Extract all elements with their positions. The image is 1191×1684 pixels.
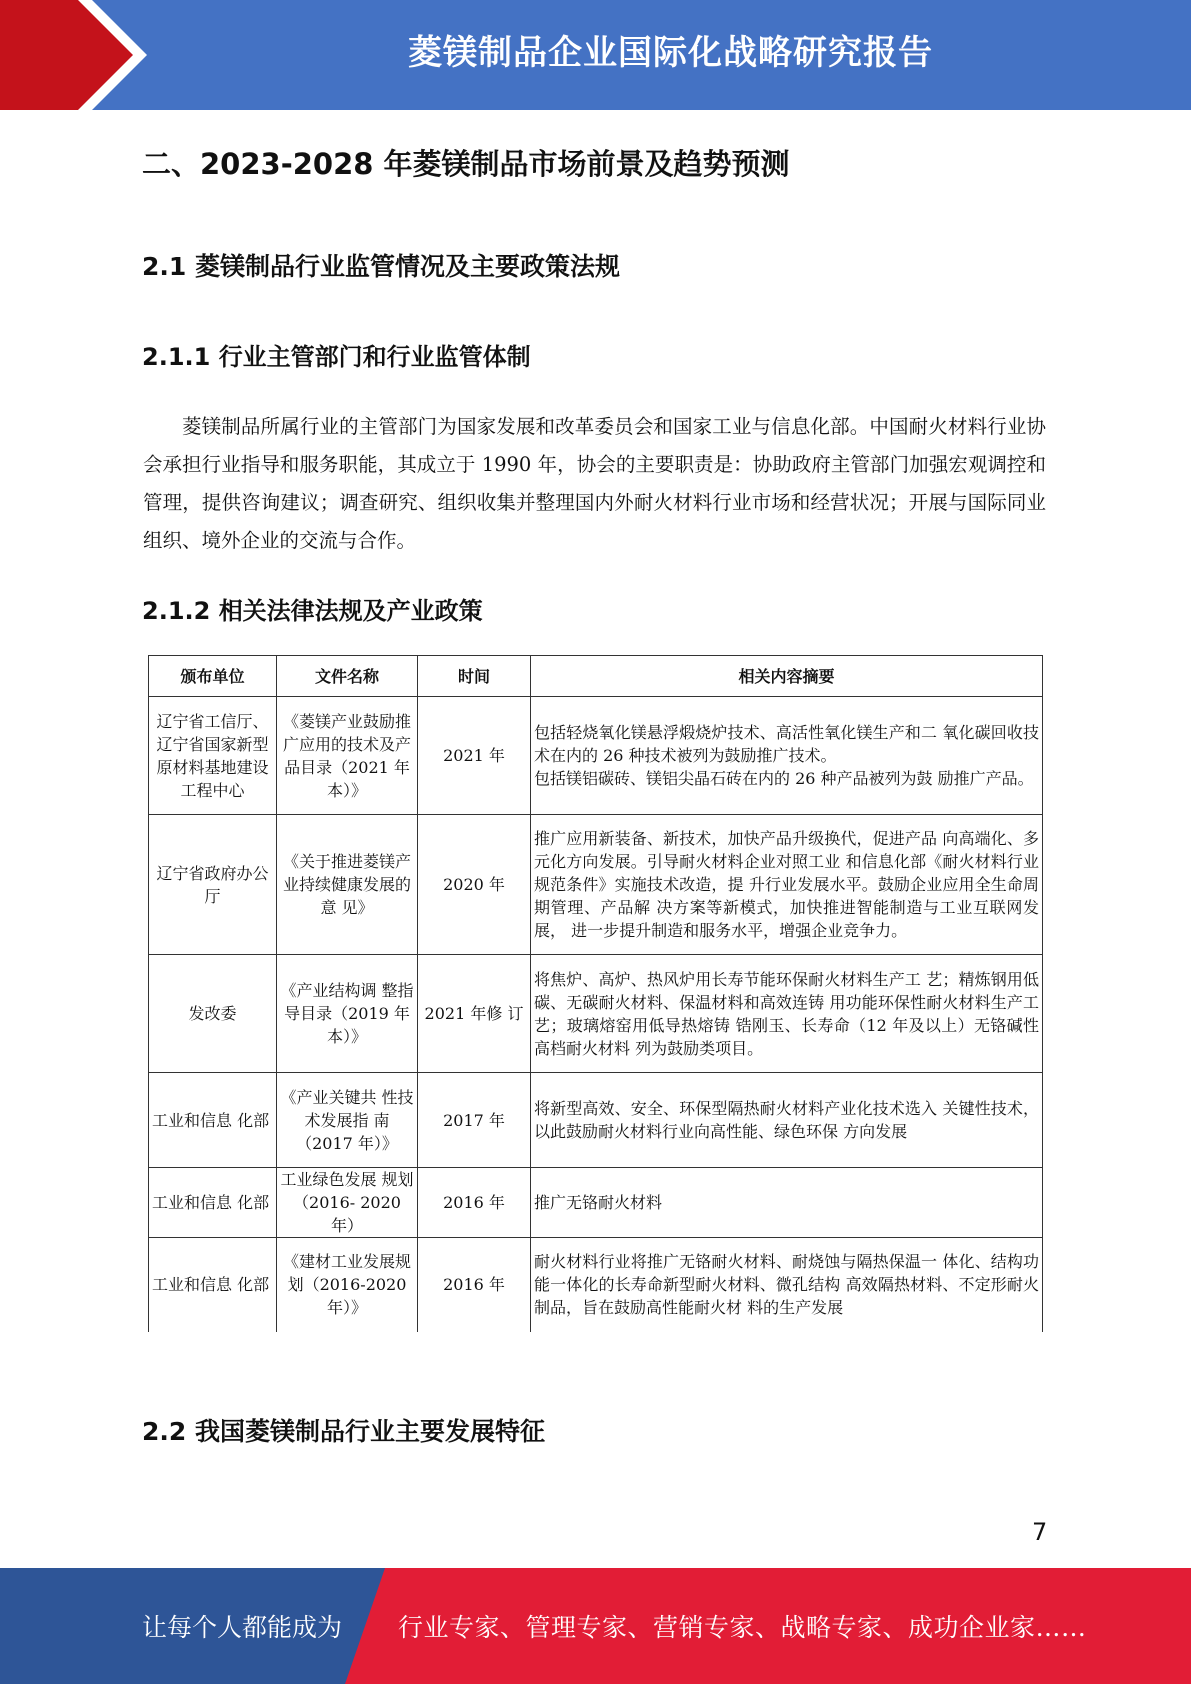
summary-cell: 推广无铬耐火材料 xyxy=(531,1168,1043,1238)
document-cell: 《产业结构调 整指导目录（2019 年本）》 xyxy=(277,955,418,1073)
summary-cell: 将焦炉、高炉、热风炉用长寿节能环保耐火材料生产工 艺；精炼钢用低碳、无碳耐火材料、保温材料和高效连铸 用功能环保性耐火材料生产工艺；玻璃熔窑用低导热熔铸 锆刚玉、长寿命（12 年及以上）无铬碱性高档耐火材料 列为鼓励类项目。 xyxy=(531,955,1043,1073)
chapter-title: 二、2023-2028 年菱镁制品市场前景及趋势预测 xyxy=(142,147,790,181)
issuer-cell: 工业和信息 化部 xyxy=(149,1073,277,1168)
issuer-cell: 辽宁省工信厅、辽宁省国家新型原材料基地建设工程中心 xyxy=(149,697,277,815)
issuer-cell: 工业和信息 化部 xyxy=(149,1238,277,1332)
report-title: 菱镁制品企业国际化战略研究报告 xyxy=(408,33,933,73)
section-2-2-title: 2.2 我国菱镁制品行业主要发展特征 xyxy=(142,1417,545,1446)
column-header: 时间 xyxy=(418,656,531,697)
column-header: 相关内容摘要 xyxy=(531,656,1043,697)
summary-cell: 推广应用新装备、新技术，加快产品升级换代，促进产品 向高端化、多元化方向发展。引导耐火材料企业对照工业 和信息化部《耐火材料行业规范条件》实施技术改造，提 升行业发展水平。鼓励企业应用全生命周期管理、产品解 决方案等新模式，加快推进智能制造与工业互联网发展， 进一步提升制造和服务水平，增强企业竞争力。 xyxy=(531,815,1043,955)
table-row xyxy=(149,955,1043,1073)
document-cell: 《产业关键共 性技术发展指 南（2017 年）》 xyxy=(277,1073,418,1168)
time-cell: 2021 年 xyxy=(418,697,531,815)
issuer-cell: 发改委 xyxy=(149,955,277,1073)
time-cell: 2016 年 xyxy=(418,1238,531,1332)
table-row xyxy=(149,697,1043,815)
table-header-row xyxy=(149,656,1043,697)
document-cell: 工业绿色发展 规划（2016- 2020 年） xyxy=(277,1168,418,1238)
column-header: 文件名称 xyxy=(277,656,418,697)
issuer-cell: 辽宁省政府办公厅 xyxy=(149,815,277,955)
summary-line: 包括轻烧氧化镁悬浮煅烧炉技术、高活性氧化镁生产和二 氧化碳回收技术在内的 26 种技术被列为鼓励推广技术。 xyxy=(534,723,1039,765)
section-2-1-2-title: 2.1.2 相关法律法规及产业政策 xyxy=(142,597,483,625)
table-row xyxy=(149,1073,1043,1168)
section-2-1-1-title: 2.1.1 行业主管部门和行业监管体制 xyxy=(142,343,531,371)
time-cell: 2016 年 xyxy=(418,1168,531,1238)
policy-table xyxy=(148,655,1043,1332)
summary-cell: 耐火材料行业将推广无铬耐火材料、耐烧蚀与隔热保温一 体化、结构功能一体化的长寿命新型耐火材料、微孔结构 高效隔热材料、不定形耐火制品，旨在鼓励高性能耐火材 料的生产发展 xyxy=(531,1238,1043,1332)
body-paragraph: 菱镁制品所属行业的主管部门为国家发展和改革委员会和国家工业与信息化部。中国耐火材料行业协会承担行业指导和服务职能，其成立于 1990 年，协会的主要职责是：协助政府主管部门加强宏观调控和管理，提供咨询建议；调查研究、组织收集并整理国内外耐火材料行业市场和经营状况；开展与国际同业组织、境外企业的交流与合作。 xyxy=(143,415,1046,552)
section-2-1-title: 2.1 菱镁制品行业监管情况及主要政策法规 xyxy=(142,252,620,281)
document-cell: 《建材工业发展规划（2016-2020 年）》 xyxy=(277,1238,418,1332)
page-number: 7 xyxy=(1032,1518,1048,1546)
summary-cell: 将新型高效、安全、环保型隔热耐火材料产业化技术选入 关键性技术，以此鼓励耐火材料行业向高性能、绿色环保 方向发展 xyxy=(531,1073,1043,1168)
summary-line: 包括镁铝碳砖、镁铝尖晶石砖在内的 26 种产品被列为鼓 励推广产品。 xyxy=(534,769,1034,788)
table-row xyxy=(149,1168,1043,1238)
time-cell: 2017 年 xyxy=(418,1073,531,1168)
footer-slogan-left: 让每个人都能成为 xyxy=(142,1613,343,1642)
time-cell: 2021 年修 订 xyxy=(418,955,531,1073)
time-cell: 2020 年 xyxy=(418,815,531,955)
document-cell: 《关于推进菱镁产业持续健康发展的意 见》 xyxy=(277,815,418,955)
table-row xyxy=(149,815,1043,955)
footer-slogan-right: 行业专家、管理专家、营销专家、战略专家、成功企业家…… xyxy=(398,1613,1087,1642)
column-header: 颁布单位 xyxy=(149,656,277,697)
table-row xyxy=(149,1238,1043,1332)
issuer-cell: 工业和信息 化部 xyxy=(149,1168,277,1238)
summary-cell xyxy=(531,697,1043,815)
document-cell: 《菱镁产业鼓励推广应用的技术及产品目录（2021 年本）》 xyxy=(277,697,418,815)
header-red-chevron xyxy=(0,0,160,110)
